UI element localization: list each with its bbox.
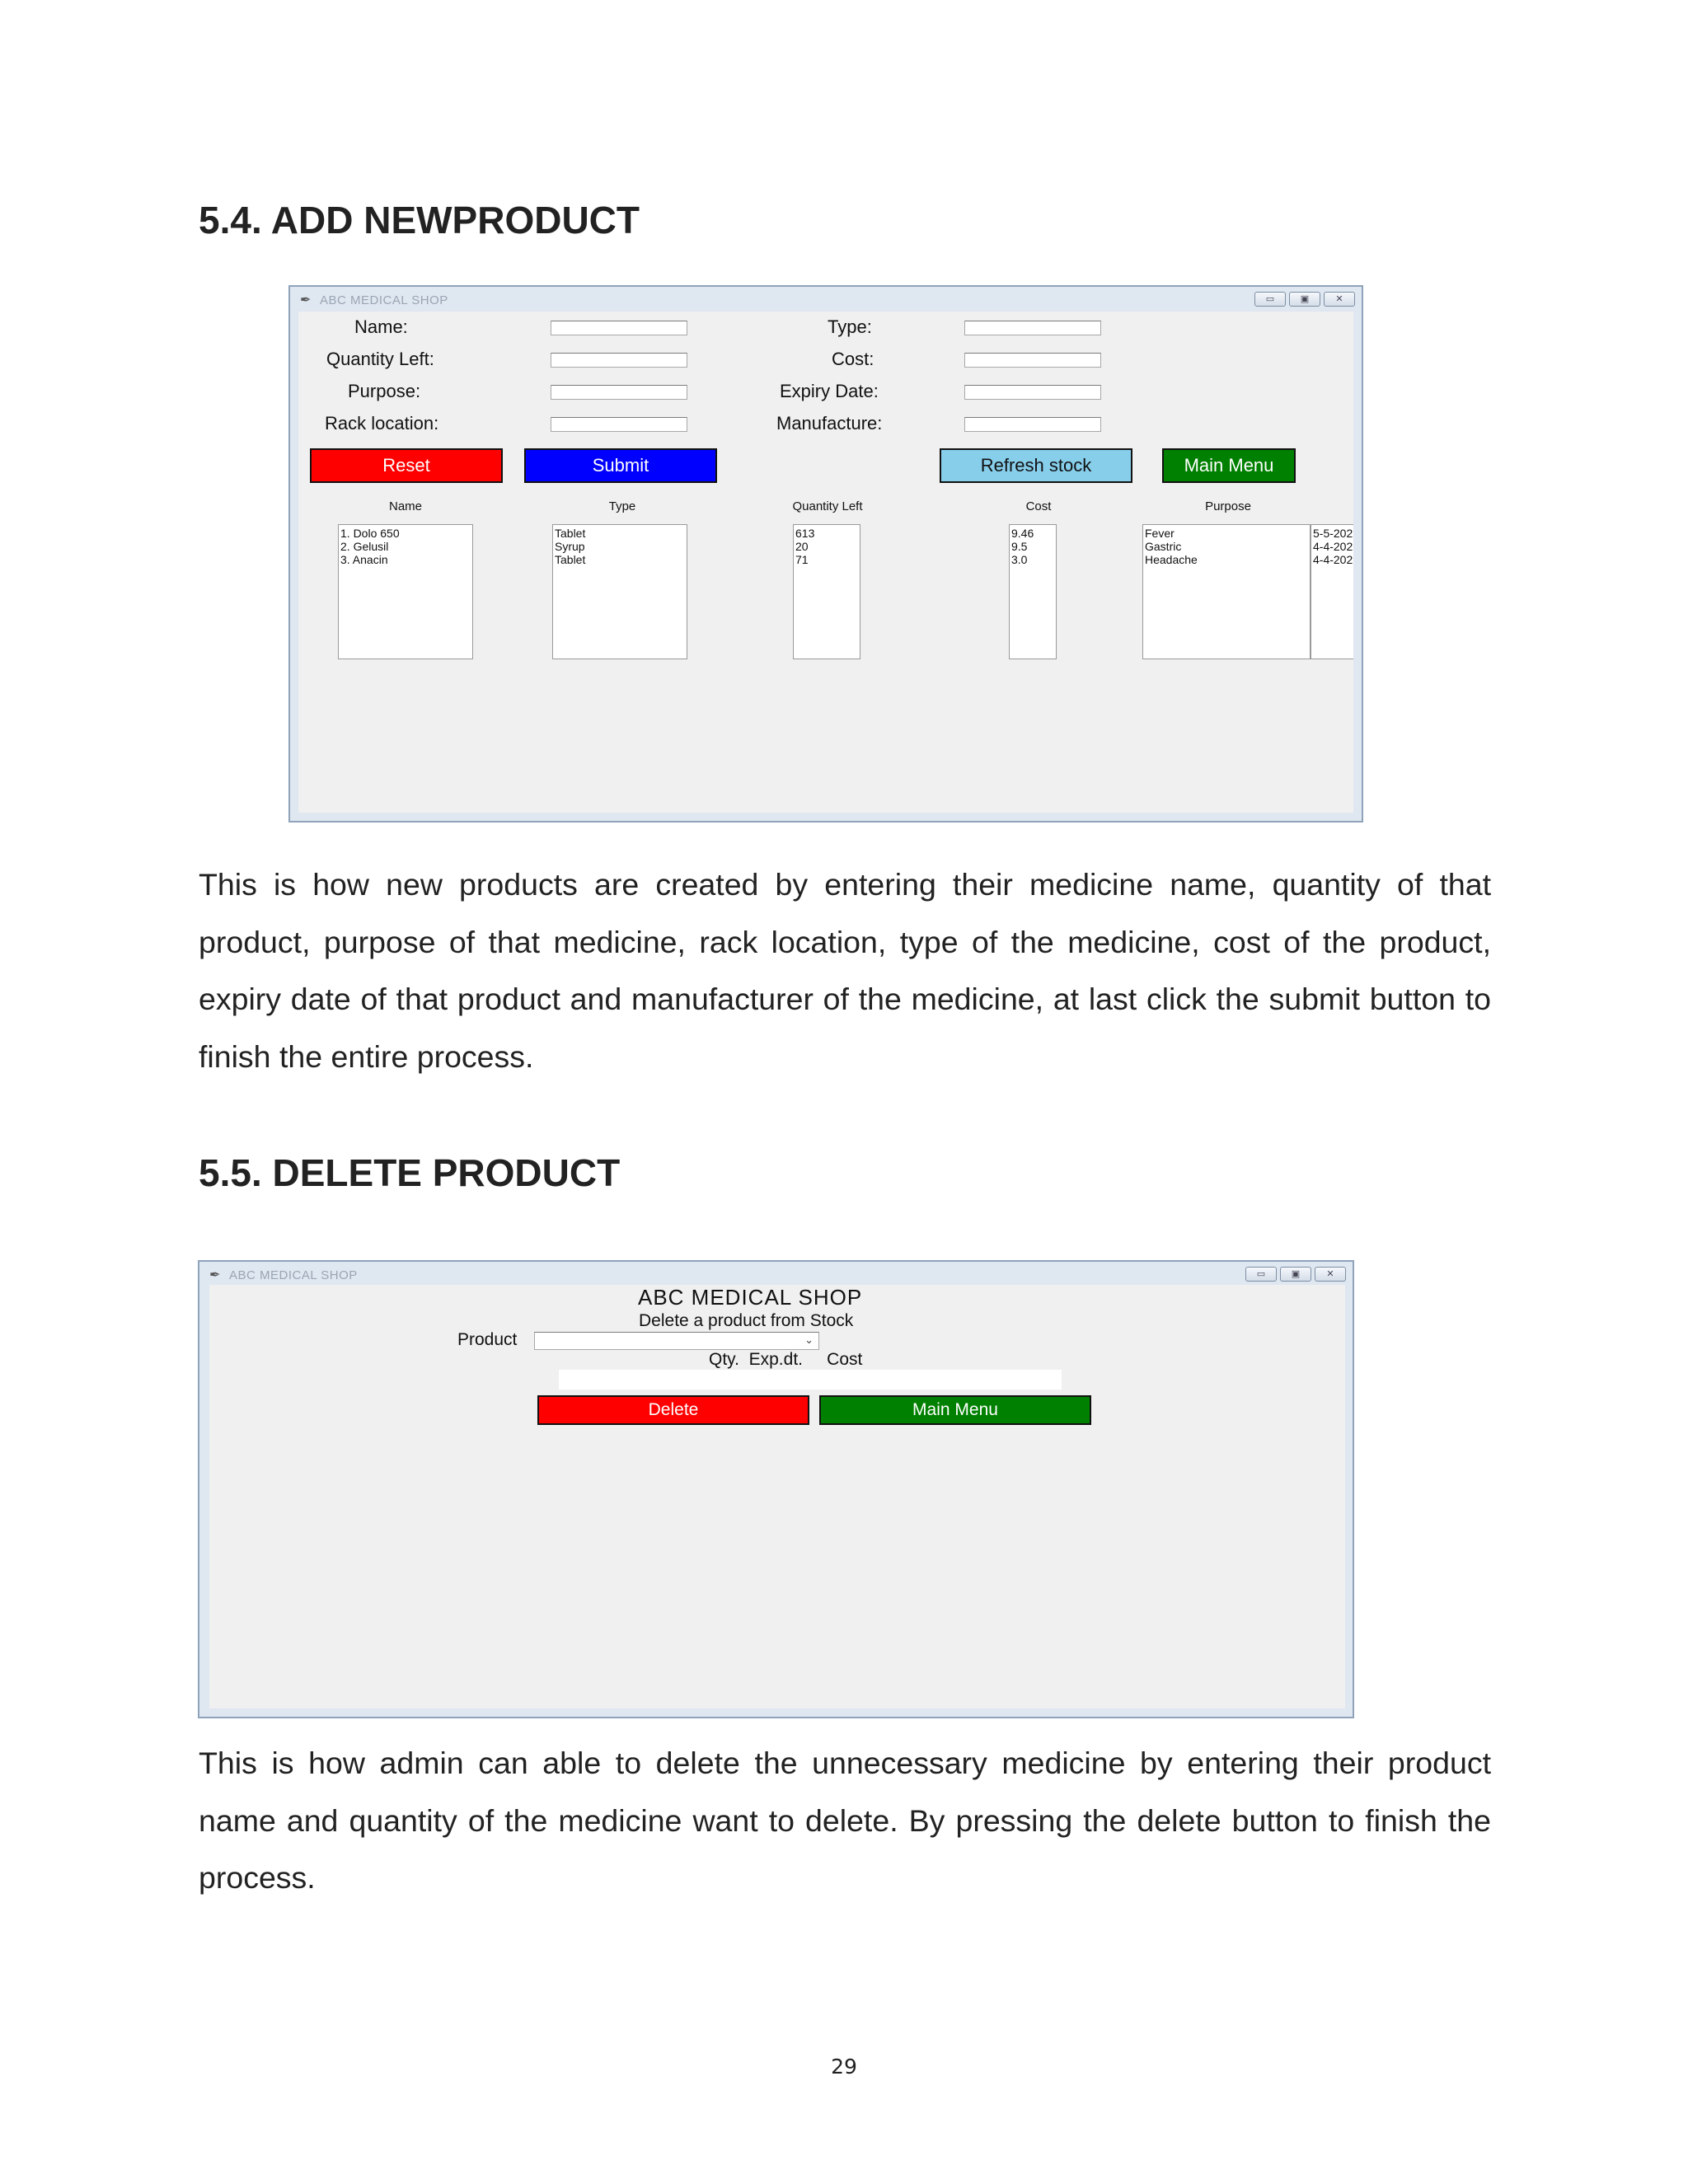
delete-product-description: This is how admin can able to delete the unnecessary medicine by entering their product name and quantity of the medicine want to delete. By pressing the delete button to finish the process. [199, 1746, 1491, 1895]
label-cost: Cost: [832, 349, 874, 369]
maximize-button[interactable] [1289, 292, 1320, 307]
product-select[interactable] [534, 1332, 819, 1350]
cost-listbox[interactable] [1009, 524, 1057, 659]
cost-input[interactable] [964, 353, 1101, 368]
column-header-name: Name [388, 499, 423, 513]
window-titlebar[interactable] [199, 1262, 1353, 1286]
minimize-button[interactable] [1245, 1267, 1277, 1282]
name-listbox[interactable] [338, 524, 473, 659]
minimize-button[interactable] [1254, 292, 1286, 307]
list-item[interactable]: 71 [795, 553, 809, 566]
list-item[interactable]: 613 [795, 527, 815, 540]
list-item[interactable]: 4-4-202 [1313, 553, 1353, 566]
list-item[interactable]: 9.5 [1011, 540, 1028, 553]
type-input[interactable] [964, 321, 1101, 335]
type-listbox[interactable] [552, 524, 687, 659]
maximize-button[interactable] [1280, 1267, 1311, 1282]
info-header: Qty. Exp.dt. Cost [709, 1350, 863, 1369]
window-titlebar[interactable] [290, 287, 1362, 312]
minimize-icon: ▭ [1256, 1268, 1266, 1279]
label-quantity-left: Quantity Left: [326, 349, 434, 369]
expiry-date-input[interactable] [964, 385, 1101, 400]
reset-button[interactable]: Reset [310, 448, 503, 483]
name-input[interactable] [551, 321, 687, 335]
close-button[interactable] [1315, 1267, 1346, 1282]
add-product-window [288, 285, 1363, 823]
list-item[interactable]: Headache [1145, 553, 1198, 566]
list-item[interactable]: 20 [795, 540, 809, 553]
column-header-type: Type [608, 499, 636, 513]
list-item[interactable]: 2. Gelusil [340, 540, 389, 553]
label-purpose: Purpose: [348, 381, 421, 401]
label-expiry-date: Expiry Date: [780, 381, 879, 401]
minimize-icon: ▭ [1265, 293, 1275, 304]
delete-product-window [198, 1260, 1354, 1718]
window-client-area [298, 312, 1353, 813]
column-header-cost: Cost [1025, 499, 1052, 513]
refresh-stock-button[interactable]: Refresh stock [940, 448, 1132, 483]
list-item[interactable]: Gastric [1145, 540, 1182, 553]
main-menu-button[interactable]: Main Menu [1162, 448, 1296, 483]
manufacture-input[interactable] [964, 417, 1101, 432]
feather-icon: ✒ [209, 1268, 221, 1282]
label-rack-location: Rack location: [325, 413, 439, 434]
window-title: ABC MEDICAL SHOP [320, 293, 448, 307]
purpose-listbox[interactable] [1142, 524, 1311, 659]
page-number: 29 [831, 2055, 857, 2079]
purpose-input[interactable] [551, 385, 687, 400]
list-item[interactable]: Tablet [555, 527, 586, 540]
maximize-icon: ▣ [1300, 293, 1310, 304]
expiry-listbox[interactable] [1311, 524, 1353, 659]
quantity-listbox[interactable] [793, 524, 860, 659]
chevron-down-icon: ⌄ [804, 1333, 814, 1346]
label-manufacture: Manufacture: [776, 413, 883, 434]
section-heading-delete-product: 5.5. DELETE PRODUCT [199, 1151, 621, 1194]
list-item[interactable]: 3. Anacin [340, 553, 388, 566]
product-label: Product [457, 1330, 518, 1349]
rack-location-input[interactable] [551, 417, 687, 432]
list-item[interactable]: 9.46 [1011, 527, 1034, 540]
close-button[interactable] [1324, 292, 1355, 307]
window-title: ABC MEDICAL SHOP [229, 1268, 358, 1282]
window-client-area [209, 1285, 1345, 1708]
list-item[interactable]: Syrup [555, 540, 585, 553]
maximize-icon: ▣ [1291, 1268, 1301, 1279]
list-item[interactable]: Fever [1145, 527, 1175, 540]
quantity-left-input[interactable] [551, 353, 687, 368]
list-item[interactable]: Tablet [555, 553, 586, 566]
column-header-purpose: Purpose [1205, 499, 1251, 513]
column-header-quantity-left: Quantity Left [792, 499, 863, 513]
list-item[interactable]: 1. Dolo 650 [340, 527, 400, 540]
app-title: ABC MEDICAL SHOP [638, 1285, 863, 1310]
close-icon: ✕ [1335, 293, 1343, 304]
feather-icon: ✒ [300, 293, 312, 307]
list-item[interactable]: 4-4-202 [1313, 540, 1353, 553]
section-heading-add-product: 5.4. ADD NEWPRODUCT [199, 199, 640, 241]
close-icon: ✕ [1326, 1268, 1334, 1279]
label-name: Name: [354, 316, 408, 337]
list-item[interactable]: 3.0 [1011, 553, 1028, 566]
delete-subtitle: Delete a product from Stock [639, 1311, 854, 1330]
delete-button[interactable]: Delete [537, 1395, 809, 1425]
label-type: Type: [828, 316, 872, 337]
main-menu-button[interactable]: Main Menu [819, 1395, 1091, 1425]
add-product-description: This is how new products are created by entering their medicine name, quantity of that product, purpose of that medicine, rack location, type of the medicine, cost of the product, expiry date of that product and manufacturer of the medicine, at last click the submit button to finish the entire process. [199, 867, 1491, 1074]
product-info-field [559, 1370, 1062, 1390]
submit-button[interactable]: Submit [524, 448, 717, 483]
list-item[interactable]: 5-5-202 [1313, 527, 1353, 540]
